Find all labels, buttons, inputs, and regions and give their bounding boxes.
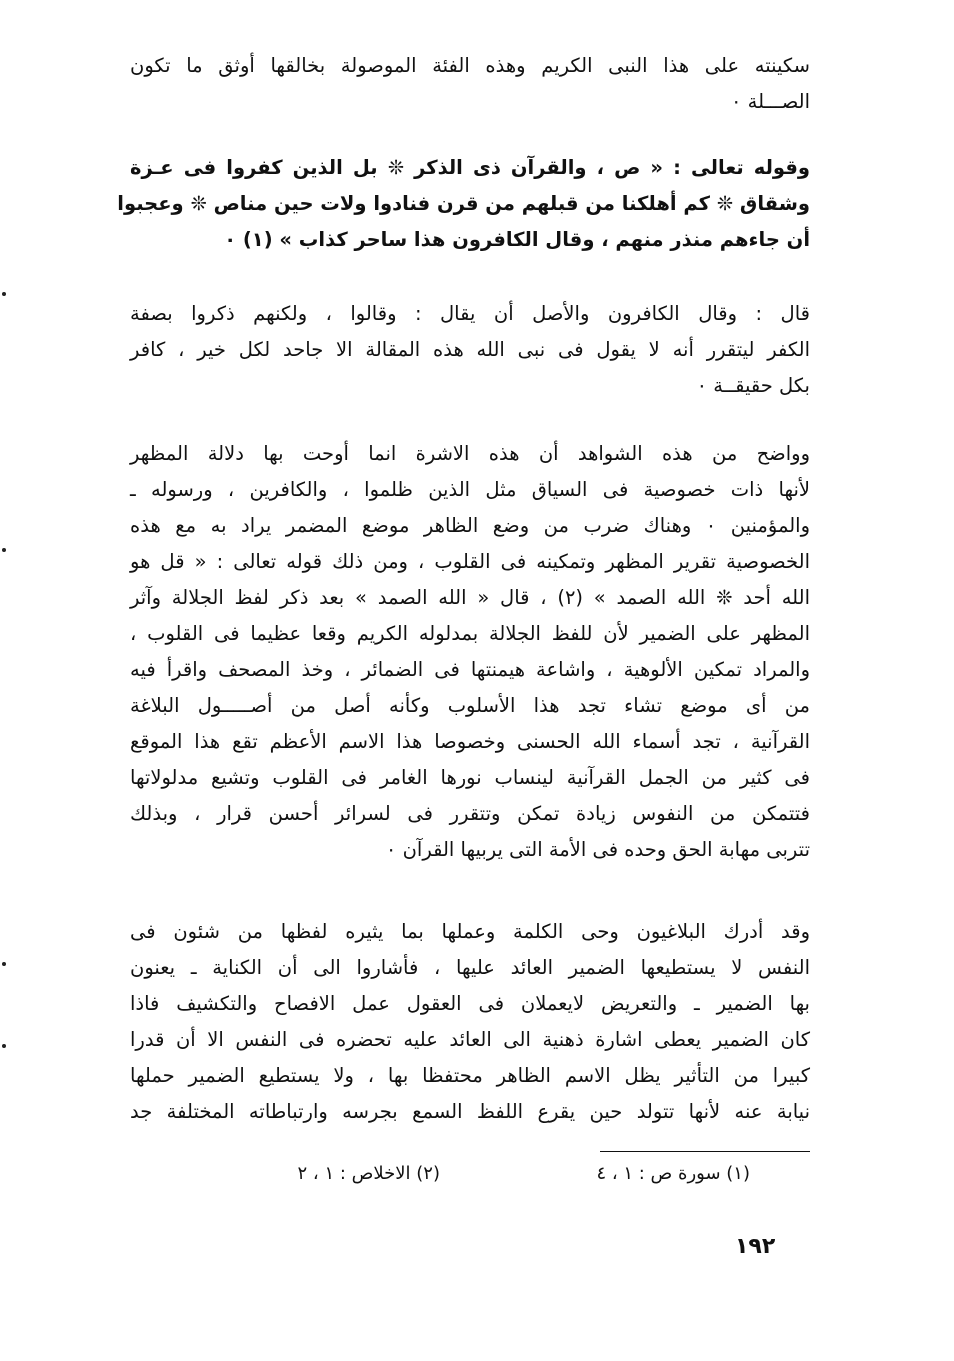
quran-quote-paragraph [117,150,810,258]
footnotes [130,1163,810,1197]
text-line: وواضح من هذه الشواهد أن هذه الاشرة انما أوحت بها دلالة المظهر [130,442,810,465]
text-line: بها الضمير ـ والتعريض لايعملان فى العقول عمل الافصاح والتكشيف فاذا [130,992,810,1015]
scan-speck [2,1044,6,1048]
text-line: قال : وقال الكافرون والأصل أن يقال : وقالوا ، ولكنهم ذكروا بصفة [130,302,810,325]
text-line: وشقاق ❊ كم أهلكنا من قبلهم من قرن فنادوا ولات حين مناص ❊ وعجبوا [117,192,810,215]
text-line: كبيرا من التأثير يظل الاسم الظاهر محتفظا بها ، ولا يستطيع الضمير حملها [130,1064,810,1087]
paragraph-4 [130,436,810,868]
text-line: أن جاءهم منذر منهم ، وقال الكافرون هذا ساحر كذاب » (١) ٠ [224,228,810,251]
scan-speck [2,292,6,296]
text-line: الله أحد ❊ الله الصمد » (٢) ، قال « الله الصمد » بعد ذكر لفظ الجلالة وآثر [130,586,810,609]
paragraph-5 [130,914,810,1130]
text-line: لأنها ذات خصوصية فى السياق مثل الذين ظلموا ، والكافرين ، ورسوله ـ [130,478,810,501]
text-line: نيابة عنه لأنها تتولد حين يقرع اللفظ السمع بجرسه وارتباطاته المختلفة جد [130,1100,810,1123]
text-line: سكينته على هذا النبى الكريم وهذه الفئة الموصولة بخالقها أوثق ما تكون [130,54,810,77]
footnote-1: (١) سورة ص : ١ ، ٤ [596,1163,750,1184]
text-line: فى كثير من الجمل القرآنية لينساب نورها الغامر فى القلوب وتشيع مدلولاتها [130,766,810,789]
text-line: الخصوصية تقرير المظهر وتمكينه فى القلوب ، ومن ذلك قوله تعالى : « قل هو [130,550,810,573]
text-line: والمؤمنين ٠ وهناك ضرب من وضع الظاهر موضع المضمر يراد به مع هذه [130,514,810,537]
text-line: وقد أدرك البلاغيون وحى الكلمة وعملها بما يثيره لفظها من شئون فى [130,920,810,943]
paragraph-3 [130,296,810,404]
text-line: بكل حقيقــة ٠ [696,374,810,397]
text-line: وقوله تعالى : « ص ، والقرآن ذى الذكر ❊ بل الذين كفروا فى عـزة [130,156,810,179]
footnote-divider [600,1151,810,1152]
text-line: الكفر ليتقرر أنه لا يقول فى نبى الله هذه المقالة الا جاحد لكل خير ، كافر [130,338,810,361]
text-line: فتتمكن من النفوس زيادة تمكن وتتقرر فى لسرائر أحسن قرار ، وبذلك [130,802,810,825]
scan-speck [2,962,6,966]
text-line: القرآنية ، تجد أسماء الله الحسنى وخصوصا هذا الاسم الأعظم تقع هذا الموقع [130,730,810,753]
text-line: تتربى مهابة الحق وحده فى الأمة التى يربيها القرآن ٠ [385,838,810,861]
text-line: كان الضمير يعطى اشارة ذهنية الى العائد عليه تحضره فى النفس الا أن قدرا [130,1028,810,1051]
text-line: الصـــلة ٠ [730,90,810,113]
footnote-2: (٢) الاخلاص : ١ ، ٢ [297,1163,440,1184]
page-number: ١٩٢ [735,1234,776,1259]
text-line: والمراد تمكين الألوهية ، واشاعة هيمنتها فى الضمائر ، وخذ المصحف واقرأ فيه [130,658,810,681]
text-line: من أى موضع تشاء تجد هذا الأسلوب وكأنه أصل من أصـــــول البلاغة [130,694,810,717]
scan-speck [2,548,6,552]
text-line: النفس لا يستطيعها الضمير العائد عليها ، فأشاروا الى أن الكناية ـ يعنون [130,956,810,979]
paragraph-1 [130,48,810,120]
text-line: المظهر على الضمير لأن للفظ الجلالة بمدلوله الكريم وقعا عظيما فى القلوب ، [130,622,810,645]
